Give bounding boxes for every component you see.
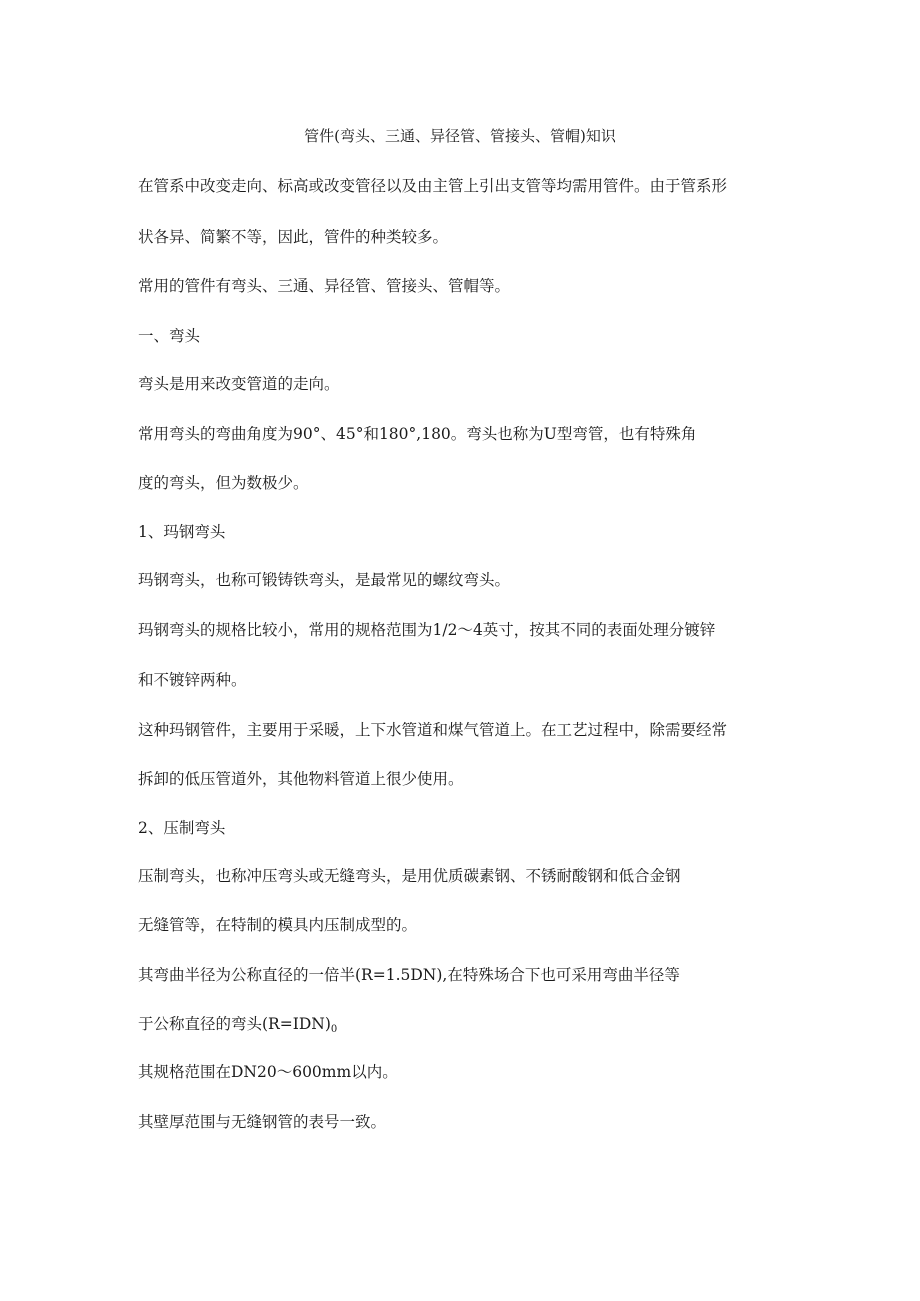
paragraph-line: 其弯曲半径为公称直径的一倍半(R=1.5DN),在特殊场合下也可采用弯曲半径等 (138, 966, 680, 984)
paragraph-text: 于公称直径的弯头(R=IDN) (138, 1015, 331, 1033)
paragraph-line: 常用的管件有弯头、三通、异径管、管接头、管帽等。 (138, 277, 511, 295)
paragraph-line: 其规格范围在DN20～600mm以内。 (138, 1063, 398, 1081)
subsection-heading: 1、玛钢弯头 (138, 523, 226, 541)
paragraph-line: 玛钢弯头，也称可锻铸铁弯头，是最常见的螺纹弯头。 (138, 571, 511, 589)
paragraph-line: 状各异、简繁不等，因此，管件的种类较多。 (138, 228, 449, 246)
paragraph-line: 这种玛钢管件，主要用于采暖，上下水管道和煤气管道上。在工艺过程中，除需要经常 (138, 721, 728, 739)
paragraph-line: 压制弯头，也称冲压弯头或无缝弯头，是用优质碳素钢、不锈耐酸钢和低合金钢 (138, 867, 681, 885)
subscript-mark: 0 (330, 1024, 338, 1035)
paragraph-line: 在管系中改变走向、标高或改变管径以及由主管上引出支管等均需用管件。由于管系形 (138, 177, 728, 195)
paragraph-line: 拆卸的低压管道外，其他物料管道上很少使用。 (138, 770, 464, 788)
paragraph-line: 常用弯头的弯曲角度为90°、45°和180°,180。弯头也称为U型弯管，也有特殊角 (138, 425, 697, 443)
subsection-heading: 2、压制弯头 (138, 819, 226, 837)
paragraph-line: 度的弯头，但为数极少。 (138, 474, 309, 492)
document-title: 管件(弯头、三通、异径管、管接头、管帽)知识 (304, 127, 616, 145)
paragraph-line (138, 1014, 337, 1040)
paragraph-line: 玛钢弯头的规格比较小，常用的规格范围为1/2～4英寸，按其不同的表面处理分镀锌 (138, 621, 716, 639)
paragraph-line: 无缝管等，在特制的模具内压制成型的。 (138, 916, 418, 934)
paragraph-line: 弯头是用来改变管道的走向。 (138, 375, 340, 393)
section-heading: 一、弯头 (138, 327, 201, 345)
paragraph-line: 其壁厚范围与无缝钢管的表号一致。 (138, 1113, 387, 1131)
paragraph-line: 和不镀锌两种。 (138, 671, 247, 689)
